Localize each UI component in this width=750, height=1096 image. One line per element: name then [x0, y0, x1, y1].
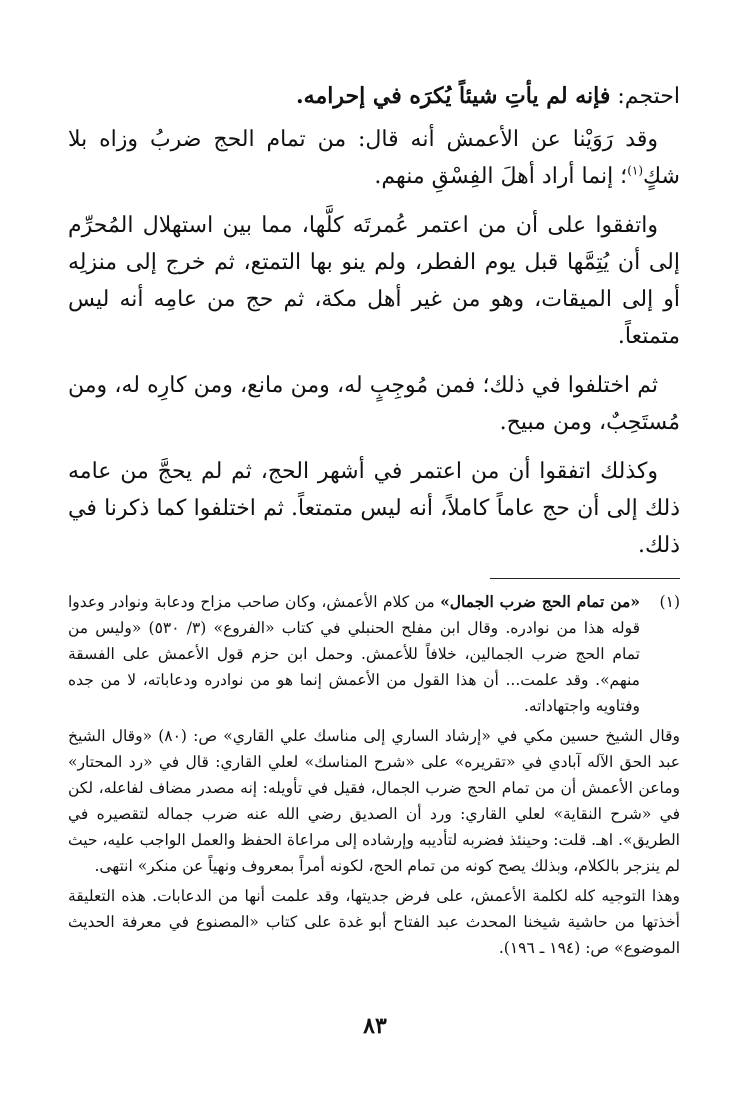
paragraph-5: وكذلك اتفقوا أن من اعتمر في أشهر الحج، ثم لم يحجَّ من عامه ذلك إلى أن حج عاماً كاملاً، أنه ليس متمتعاً. ثم اختلفوا كما ذكرنا في ذلك. — [68, 459, 680, 558]
paragraph-2 — [68, 121, 680, 195]
footnote-1-paragraph-2: وقال الشيخ حسين مكي في «إرشاد الساري إلى مناسك علي القاري» ص: (٨٠) «وقال الشيخ عبد الحق الآله آبادي في «تقريره» على «شرح المناسك» لعلي القاري: قال في «رد المحتار» وماعن الأعمش أن من تمام الحج ضرب الجمال، فقيل في تأويله: إنه مصدر مضاف لفاعله، لكن في «شرح النقاية» لعلي القاري: ورد أن الصديق رضي الله عنه ضرب جماله لتقصيره في الطريق». اهـ. قلت: وحينئذ فضربه لتأديبه وإرشاده إلى مراعاة الحفظ والعمل الواجب عليه، حيث لم ينزجر بالكلام، وبذلك يصح كونه من تمام الحج، لكونه أمراً بمعروف ونهياً عن منكر» انتهى. — [67, 727, 680, 875]
paragraph-1 — [68, 78, 680, 115]
footnote-1-number: (١) — [659, 593, 680, 611]
main-text — [68, 78, 680, 564]
paragraph-4: ثم اختلفوا في ذلك؛ فمن مُوجِبٍ له، ومن مانع، ومن كارِه له، ومن مُستَحِبٌ، ومن مبيح. — [68, 373, 680, 435]
page — [68, 78, 680, 961]
footnote-1 — [68, 589, 680, 719]
footnote-divider — [490, 578, 680, 579]
paragraph-1-lead: احتجم: — [610, 84, 680, 109]
page-number: ٨٣ — [363, 1013, 387, 1039]
paragraph-2-text: وقد رَوَيْنا عن الأعمش أنه قال: من تمام الحج ضربُ وزاه بلا شكٍ — [68, 127, 680, 189]
footnote-ref-1[interactable]: (١) — [627, 163, 644, 178]
paragraph-3: واتفقوا على أن من اعتمر عُمرتَه كلَّها، مما بين استهلال المُحرِّم إلى أن يُتِمَّها قبل يوم الفطر، ولم ينو بها التمتع، ثم خرج إلى منزلِه أو إلى الميقات، وهو من غير أهل مكة، ثم حج من عامِه أنه ليس متمتعاً. — [68, 213, 680, 349]
paragraph-2-tail: ؛ إنما أراد أهلَ الفِسْقِ منهم. — [374, 164, 628, 189]
footnote-1-text: من كلام الأعمش، وكان صاحب مزاح ودعابة ونوادر وعدوا قوله هذا من نوادره. وقال ابن مفلح الحنبلي في كتاب «الفروع» (٣/ ٥٣٠) «وليس من تمام الحج ضرب الجمالين، خلافاً للأعمش. وحمل ابن حزم قول الأعمش على الفسقة منهم». وقد علمت... أن هذا القول من الأعمش إنما هو من نوادره ودعاباته، لا من جده وفتاويه واجتهاداته. — [68, 593, 640, 715]
footnote-1-paragraph-3: وهذا التوجيه كله لكلمة الأعمش، على فرض جديتها، وقد علمت أنها من الدعابات. هذه التعليقة أخذتها من حاشية شيخنا المحدث عبد الفتاح أبو غدة على كتاب «المصنوع في معرفة الحديث الموضوع» ص: (١٩٤ ـ ١٩٦). — [68, 887, 680, 957]
quranic-quote: فإنه لم يأتِ شيئاً يُكرَه في إحرامه. — [296, 83, 611, 109]
footnotes — [68, 589, 680, 961]
footnote-1-heading: «من تمام الحج ضرب الجمال» — [440, 592, 640, 611]
